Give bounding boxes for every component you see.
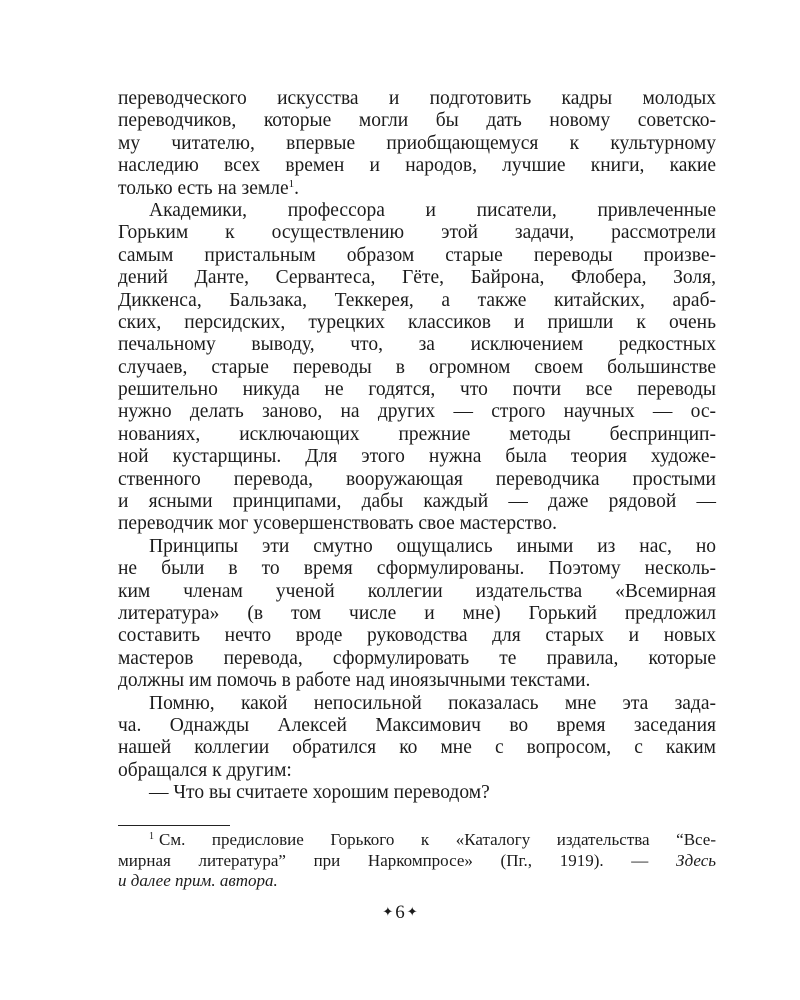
text-line: случаев, старые переводы в огромном своем большинстве — [118, 356, 716, 378]
text-line: наследию всех времен и народов, лучшие книги, какие — [118, 155, 716, 177]
footnote-reference: 1 — [288, 177, 295, 190]
text-line: ча. Однажды Алексей Максимович во время заседания — [118, 714, 716, 736]
text-line: Диккенса, Бальзака, Теккерея, а также китайских, араб- — [118, 289, 716, 311]
ornament-right-icon: ✦ — [406, 904, 418, 919]
text-line: переводчиков, которые могли бы дать новому советско- — [118, 110, 716, 132]
text-line: мастеров перевода, сформулировать те правила, которые — [118, 647, 716, 669]
text-line: не были в то время сформулированы. Поэтому несколь- — [118, 558, 716, 580]
text-line: ственного перевода, вооружающая переводчика простыми — [118, 468, 716, 490]
text-line: ким членам ученой коллегии издательства «Всемирная — [118, 580, 716, 602]
main-text — [118, 88, 716, 805]
text-line: ских, персидских, турецких классиков и пришли к очень — [118, 311, 716, 333]
text-line: только есть на земле$^1$. — [118, 177, 299, 199]
text-line: решительно никуда не годятся, что почти все переводы — [118, 379, 716, 401]
footnote-text: мирная литература” при Наркомпросе» (Пг., 1919). — — [118, 850, 649, 870]
text-line: самым пристальным образом старые переводы произве- — [118, 244, 716, 266]
paragraph-start-line: Помню, какой непосильной показалась мне эта зада- — [149, 692, 716, 714]
paragraph-start-line: Принципы эти смутно ощущались иными из нас, но — [149, 535, 716, 557]
footnote-divider — [118, 825, 230, 826]
dialogue-line: — Что вы считаете хорошим переводом? — [149, 782, 490, 804]
text-line: ной кустарщины. Для этого нужна была теория художе- — [118, 446, 716, 468]
footnote-line: и далее прим. автора. — [118, 871, 278, 890]
text-line: нашей коллегии обратился ко мне с вопросом, с каким — [118, 737, 716, 759]
text-line: переводчик мог усовершенствовать свое мастерство. — [118, 513, 557, 535]
text-line: нованиях, исключающих прежние методы беспринцип- — [118, 423, 716, 445]
text-line: печальному выводу, что, за исключением редкостных — [118, 334, 716, 356]
footnote-line — [118, 851, 716, 872]
text-line: обращался к другим: — [118, 759, 292, 781]
footnote-line — [118, 830, 716, 851]
text-line: дений Данте, Сервантеса, Гёте, Байрона, Флобера, Золя, — [118, 267, 716, 289]
text-line: нужно делать заново, на других — строго научных — ос- — [118, 401, 716, 423]
footnote-text: См. предисловие Горького к «Каталогу издательства “Все- — [159, 830, 716, 849]
text-line: должны им помочь в работе над иноязычными текстами. — [118, 670, 591, 692]
text-line: му читателю, впервые приобщающемуся к культурному — [118, 132, 716, 154]
page-number-block — [0, 902, 800, 924]
text-line: Горьким к осуществлению этой задачи, рассмотрели — [118, 222, 716, 244]
page-number: 6 — [395, 902, 405, 923]
ornament-left-icon: ✦ — [382, 904, 394, 919]
footnote — [118, 830, 716, 892]
paragraph-start-line: Академики, профессора и писатели, привлеченные — [149, 199, 716, 221]
text-line: составить нечто вроде руководства для старых и новых — [118, 625, 716, 647]
text-line: литература» (в том числе и мне) Горький предложил — [118, 602, 716, 624]
text-fragment: только есть на земле — [118, 177, 289, 199]
footnote-italic-text: Здесь — [675, 850, 716, 870]
footnote-marker: 1 — [149, 831, 154, 842]
text-line: переводческого искусства и подготовить кадры молодых — [118, 88, 716, 109]
text-line: и ясными принципами, дабы каждый — даже рядовой — — [118, 491, 716, 513]
